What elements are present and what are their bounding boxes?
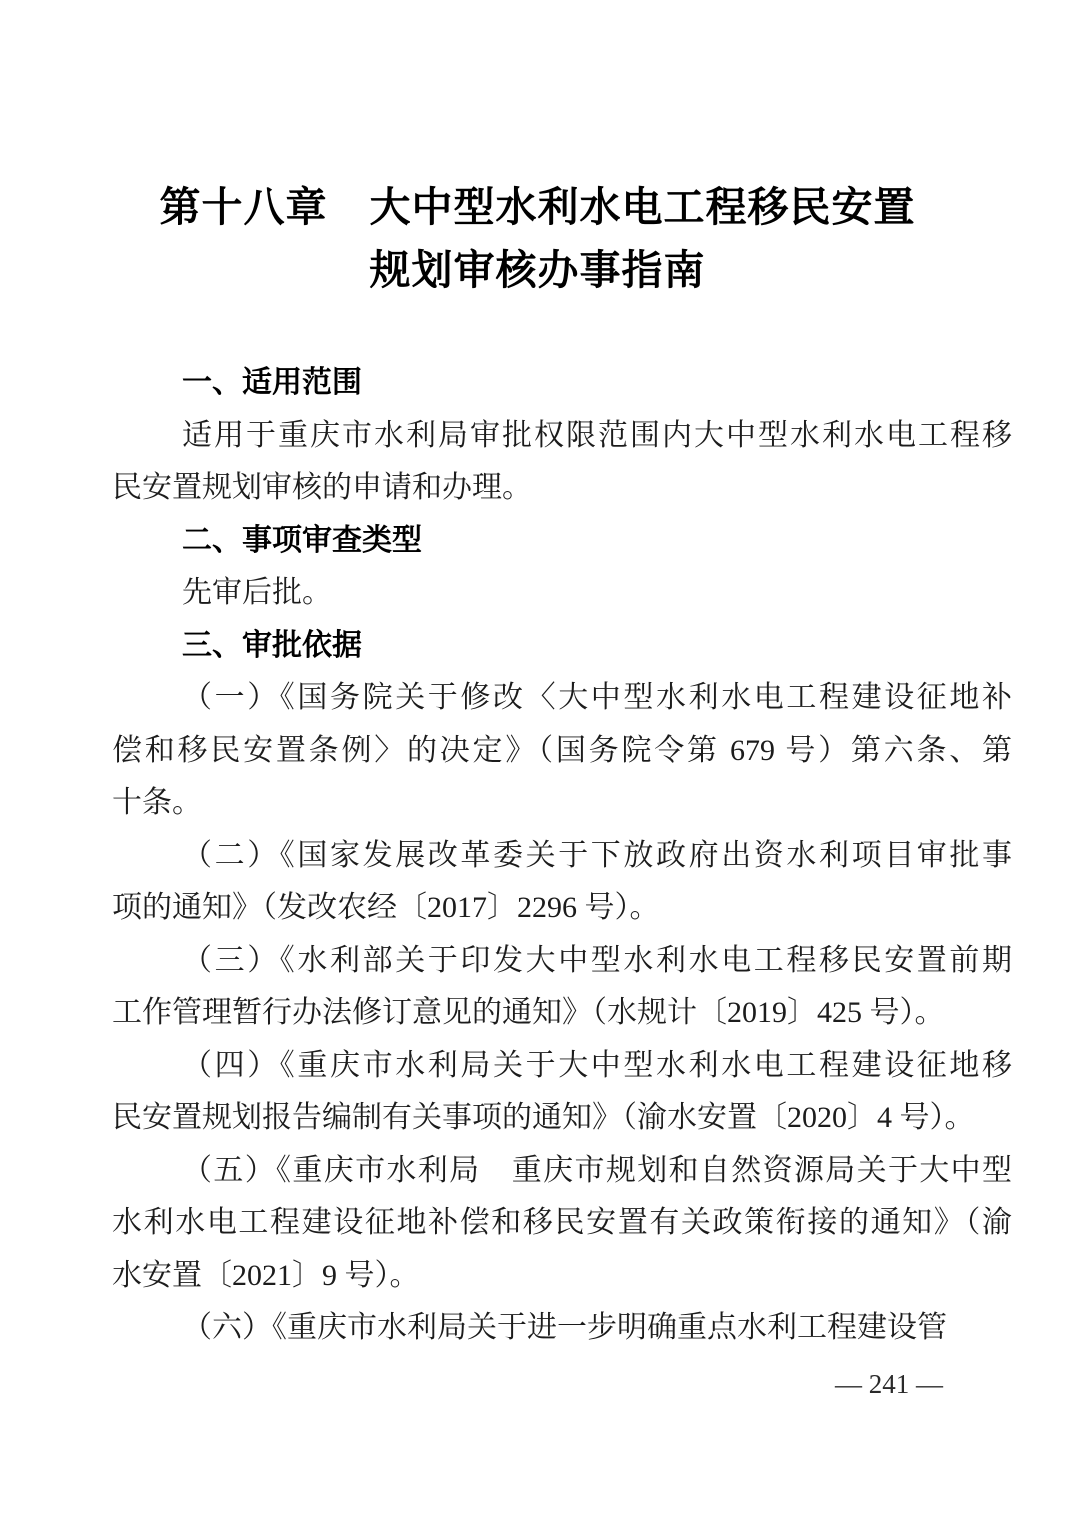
section-heading: 一、适用范围 bbox=[182, 366, 362, 399]
text-line: 水安置〔2021〕9 号）。 bbox=[112, 1258, 420, 1292]
paragraph-basis-3 bbox=[112, 935, 1012, 1040]
document-body bbox=[112, 357, 1012, 1355]
paragraph-basis-4 bbox=[112, 1040, 1012, 1145]
section-heading-scope bbox=[112, 357, 1012, 410]
section-heading: 三、审批依据 bbox=[182, 628, 362, 662]
section-heading: 二、事项审查类型 bbox=[182, 523, 422, 557]
text-line: 民安置规划报告编制有关事项的通知》（渝水安置〔2020〕4 号）。 bbox=[112, 1101, 975, 1134]
paragraph-basis-1 bbox=[112, 672, 1012, 830]
chapter-title bbox=[0, 0, 1075, 302]
text-line: 适用于重庆市水利局审批权限范围内大中型水利水电工程移 bbox=[182, 418, 1012, 452]
section-heading-review-type bbox=[112, 515, 1012, 568]
text-line: 水利水电工程建设征地补偿和移民安置有关政策衔接的通知》（渝 bbox=[112, 1206, 1012, 1239]
text-line: （二）《国家发展改革委关于下放政府出资水利项目审批事 bbox=[182, 838, 1012, 872]
paragraph-scope bbox=[112, 410, 1012, 515]
paragraph-basis-6 bbox=[112, 1302, 1012, 1355]
page-number: — 241 — bbox=[835, 1368, 943, 1399]
text-line: （五）《重庆市水利局 重庆市规划和自然资源局关于大中型 bbox=[182, 1153, 1012, 1187]
text-line: （六）《重庆市水利局关于进一步明确重点水利工程建设管 bbox=[182, 1311, 947, 1344]
paragraph-review-type bbox=[112, 567, 1012, 620]
section-heading-approval-basis bbox=[112, 620, 1012, 673]
text-line: 十条。 bbox=[112, 786, 202, 819]
paragraph-basis-2 bbox=[112, 830, 1012, 935]
chapter-title-line-1: 第十八章 大中型水利水电工程移民安置 bbox=[159, 184, 916, 230]
paragraph-basis-5 bbox=[112, 1145, 1012, 1303]
text-line: （四）《重庆市水利局关于大中型水利水电工程建设征地移 bbox=[182, 1048, 1012, 1082]
text-line: 民安置规划审核的申请和办理。 bbox=[112, 471, 532, 504]
text-line: （三）《水利部关于印发大中型水利水电工程移民安置前期 bbox=[182, 943, 1012, 977]
chapter-title-line-2: 规划审核办事指南 bbox=[369, 247, 706, 293]
text-line: 先审后批。 bbox=[182, 576, 332, 609]
text-line: 工作管理暂行办法修订意见的通知》（水规计〔2019〕425 号）。 bbox=[112, 996, 945, 1029]
text-line: 项的通知》（发改农经〔2017〕2296 号）。 bbox=[112, 891, 660, 924]
text-line: （一）《国务院关于修改〈大中型水利水电工程建设征地补 bbox=[182, 681, 1012, 714]
text-line: 偿和移民安置条例〉的决定》（国务院令第 679 号）第六条、第 bbox=[112, 733, 1012, 767]
